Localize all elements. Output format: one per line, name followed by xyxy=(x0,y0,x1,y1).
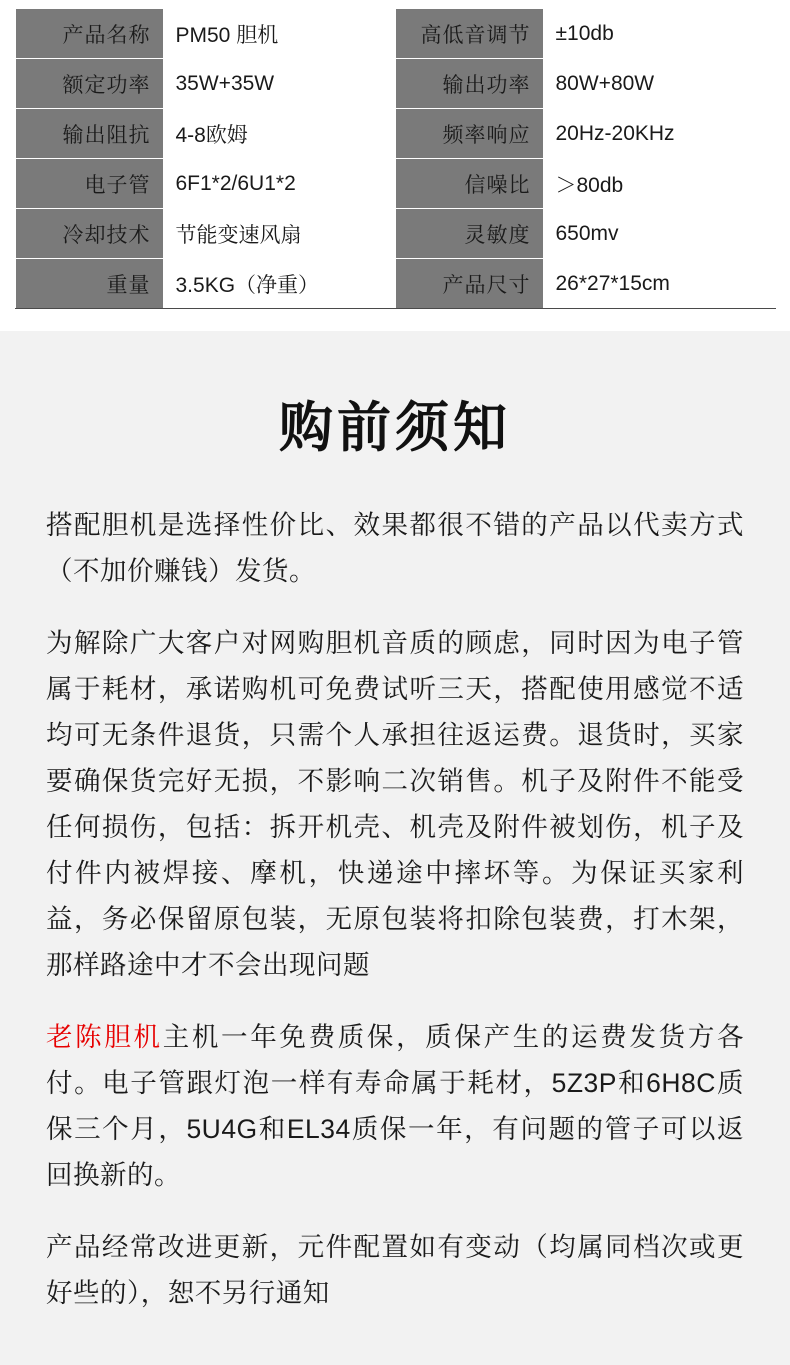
notice-paragraph-3-rest: 主机一年免费质保，质保产生的运费发货方各付。电子管跟灯泡一样有寿命属于耗材，5Z3P和6H8C质保三个月，5U4G和EL34质保一年，有问题的管子可以返回换新的。 xyxy=(46,1022,745,1190)
spec-label: 产品尺寸 xyxy=(395,259,543,309)
spec-value: 35W+35W xyxy=(163,59,395,109)
spec-label: 高低音调节 xyxy=(395,9,543,59)
purchase-notice-section xyxy=(0,331,790,1365)
spec-label: 输出阻抗 xyxy=(15,109,163,159)
spec-value: 节能变速风扇 xyxy=(163,209,395,259)
spec-value: ±10db xyxy=(543,9,775,59)
product-spec-table xyxy=(15,8,776,309)
notice-paragraph-4: 产品经常改进更新，元件配置如有变动（均属同档次或更好些的），恕不另行通知 xyxy=(46,1232,744,1308)
spec-table-section xyxy=(0,0,790,309)
spec-value: 650mv xyxy=(543,209,775,259)
spec-value: 4-8欧姆 xyxy=(163,109,395,159)
table-row xyxy=(15,259,775,309)
spec-label: 重量 xyxy=(15,259,163,309)
spec-value: PM50 胆机 xyxy=(163,9,395,59)
notice-paragraph-2: 为解除广大客户对网购胆机音质的顾虑，同时因为电子管属于耗材，承诺购机可免费试听三天，搭配使用感觉不适均可无条件退货，只需个人承担往返运费。退货时，买家要确保货完好无损，不影响二次销售。机子及附件不能受任何损伤，包括：拆开机壳、机壳及附件被划伤，机子及付件内被焊接、摩机，快递途中摔坏等。为保证买家利益，务必保留原包装，无原包装将扣除包装费，打木架，那样路途中才不会出现问题 xyxy=(46,628,744,980)
spec-value: 6F1*2/6U1*2 xyxy=(163,159,395,209)
spec-label: 额定功率 xyxy=(15,59,163,109)
page-title: 购前须知 xyxy=(279,396,511,459)
spec-value: ＞80db xyxy=(543,159,775,209)
spec-label: 灵敏度 xyxy=(395,209,543,259)
brand-highlight: 老陈胆机 xyxy=(46,1022,163,1052)
spec-value: 26*27*15cm xyxy=(543,259,775,309)
spec-label: 冷却技术 xyxy=(15,209,163,259)
table-row xyxy=(15,159,775,209)
spec-label: 产品名称 xyxy=(15,9,163,59)
table-row xyxy=(15,209,775,259)
table-row xyxy=(15,9,775,59)
spec-label: 频率响应 xyxy=(395,109,543,159)
table-row xyxy=(15,59,775,109)
spec-value: 20Hz-20KHz xyxy=(543,109,775,159)
spec-label: 输出功率 xyxy=(395,59,543,109)
spec-label: 电子管 xyxy=(15,159,163,209)
spec-label: 信噪比 xyxy=(395,159,543,209)
spec-value: 80W+80W xyxy=(543,59,775,109)
notice-paragraph-3 xyxy=(46,1014,744,1198)
table-row xyxy=(15,109,775,159)
spec-value: 3.5KG（净重） xyxy=(163,259,395,309)
notice-paragraph-1: 搭配胆机是选择性价比、效果都很不错的产品以代卖方式（不加价赚钱）发货。 xyxy=(46,510,744,586)
